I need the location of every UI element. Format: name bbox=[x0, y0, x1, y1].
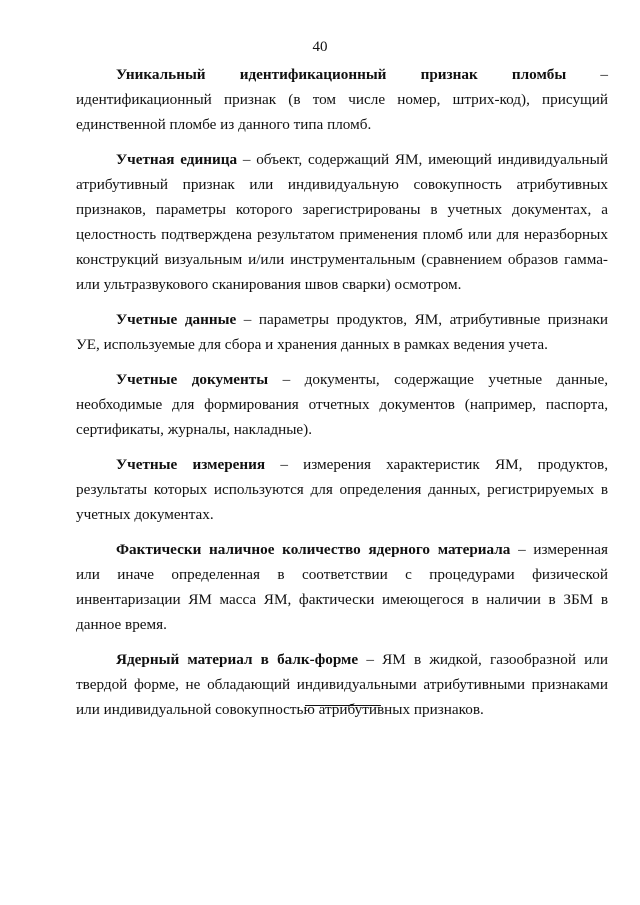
definition-paragraph bbox=[76, 307, 608, 357]
definition-text: – параметры продуктов, ЯМ, атрибутивные признаки УЕ, используемые для сбора и хранения данных в рамках ведения учета. bbox=[76, 311, 608, 353]
definitions-list bbox=[76, 62, 608, 732]
definition-term: Фактически наличное количество ядерного материала bbox=[116, 541, 511, 558]
definition-text: – измерения характеристик ЯМ, продуктов, результаты которых используются для определения данных, регистрируемых в учетных документах. bbox=[76, 456, 608, 523]
definition-paragraph bbox=[76, 62, 608, 137]
definition-text: – объект, содержащий ЯМ, имеющий индивидуальный атрибутивный признак или индивидуальную совокупность атрибутивных признаков, параметры которого зарегистрированы в учетных документах, а целостность подтверждена результатом применения пломб или для неразборных конструкций визуальным и/или инструментальным (сравнением образов гамма- или ультразвукового сканирования швов сварки) осмотром. bbox=[76, 151, 608, 293]
definition-paragraph bbox=[76, 147, 608, 297]
definition-paragraph bbox=[76, 367, 608, 442]
definition-paragraph bbox=[76, 537, 608, 637]
definition-text: – ЯМ в жидкой, газообразной или твердой форме, не обладающий индивидуальными атрибутивными признаками или индивидуальной совокупностью атрибутивных признаков. bbox=[76, 651, 609, 718]
definition-paragraph bbox=[76, 452, 608, 527]
definition-text: – измеренная или иначе определенная в соответствии с процедурами физической инвентаризации ЯМ масса ЯМ, фактически имеющегося в наличии в ЗБМ в данное время. bbox=[76, 541, 608, 633]
definition-paragraph bbox=[76, 647, 608, 722]
definition-term: Учетные данные bbox=[116, 311, 237, 328]
page-number: 40 bbox=[312, 39, 328, 55]
definition-text: – документы, содержащие учетные данные, необходимые для формирования отчетных документов (например, паспорта, сертификаты, журналы, накладные). bbox=[76, 371, 608, 438]
definition-term: Ядерный материал в балк-форме bbox=[116, 651, 359, 668]
definition-term: Учетные измерения bbox=[116, 456, 266, 473]
definition-term: Учетная единица bbox=[116, 151, 238, 168]
definition-term: Учетные документы bbox=[116, 371, 269, 388]
definition-text: – идентификационный признак (в том числе номер, штрих-код), присущий единственной пломбе из данного типа пломб. bbox=[76, 66, 608, 133]
definition-term: Уникальный идентификационный признак пломбы bbox=[116, 66, 567, 83]
end-separator-line bbox=[305, 705, 381, 706]
